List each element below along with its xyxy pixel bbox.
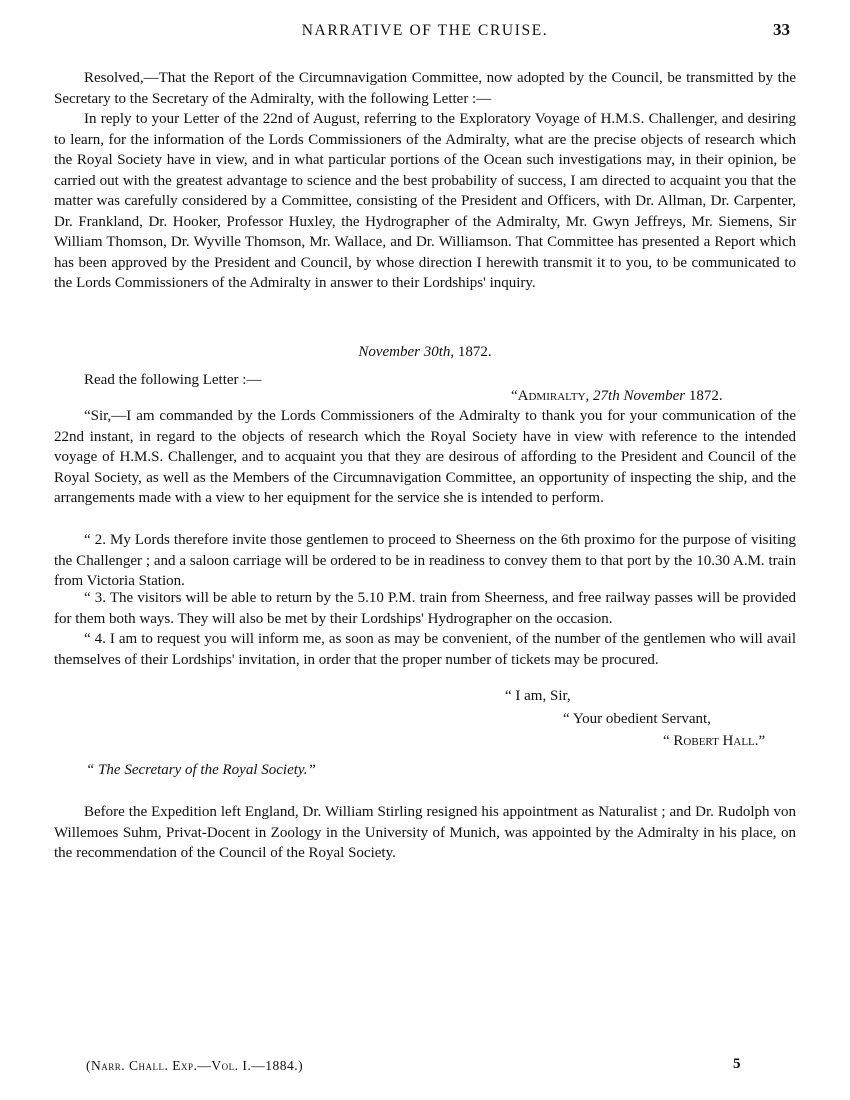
letter-paragraph-1: “Sir,—I am commanded by the Lords Commissioners of the Admiralty to thank you for your communication of the 22nd instant, in regard to the objects of research which the Royal Society have in view with reference to the intended voyage of H.M.S. Challenger, and to acquaint you that they are desirous of affording to the President and Council of the Royal Society, as well as the Members of the Circumnavigation Committee, an opportunity of inspecting the ship, and the arrangements made with a view to her equipment for the service she is intended to perform. xyxy=(54,408,796,506)
resolved-paragraph: Resolved,—That the Report of the Circumnavigation Committee, now adopted by the Council, be transmitted by the Secretary to the Secretary of the Admiralty, with the following Letter :— xyxy=(54,70,796,107)
letter-addressee xyxy=(86,762,316,779)
date-heading-month: November 30th xyxy=(358,344,451,360)
page-number: 33 xyxy=(773,20,790,39)
letter-paragraph-2: “ 2. My Lords therefore invite those gentlemen to proceed to Sheerness on the 6th proximo for the purpose of visiting the Challenger ; and a saloon carriage will be ordered to be in readiness to convey them to that port by the 10.30 A.M. train from Victoria Station. xyxy=(54,532,796,589)
signature-mark: 5 xyxy=(733,1056,741,1072)
letter-origin: “Admiralty, xyxy=(511,388,590,404)
letter-paragraph-4: “ 4. I am to request you will inform me, as soon as may be convenient, of the number of the gentlemen who will avail themselves of their Lordships' invitation, in order that the proper number of tickets may be procured. xyxy=(54,631,796,668)
letter-date: 27th November xyxy=(593,388,686,404)
reply-letter-paragraph: In reply to your Letter of the 22nd of August, referring to the Exploratory Voyage of H.M.S. Challenger, and desiring to learn, for the information of the Lords Commissioners of the Admiralty, what are the precise objects of research which the Royal Society have in view, and in what particular portions of the Ocean such investigations may, in their opinion, be carried out with the greatest advantage to science and the best probability of success, I am directed to acquaint you that the matter was carefully considered by a Committee, consisting of the President and Officers, with Dr. Allman, Dr. Carpenter, Dr. Frankland, Dr. Hooker, Professor Huxley, the Hydrographer of the Admiralty, Mr. Gwyn Jeffreys, Mr. Siemens, Sir William Thomson, Dr. Wyville Thomson, Mr. Wallace, and Dr. Williamson. That Committee has presented a Report which has been approved by the President and Council, by whose direction I herewith transmit it to you, to be communicated to the Lords Commissioners of the Admiralty in answer to their Lordships' inquiry. xyxy=(54,111,796,291)
letter-address-date xyxy=(511,388,723,405)
footer-citation: (Narr. Chall. Exp.—Vol. I.—1884.) xyxy=(86,1058,304,1073)
running-header: NARRATIVE OF THE CRUISE. xyxy=(301,22,549,39)
letter-closing-2: “ Your obedient Servant, xyxy=(563,711,711,727)
read-letter-line: Read the following Letter :— xyxy=(84,372,262,388)
final-paragraph: Before the Expedition left England, Dr. William Stirling resigned his appointment as Naturalist ; and Dr. Rudolph von Willemoes Suhm, Privat-Docent in Zoology in the University of Munich, was appointed by the Admiralty in his place, on the recommendation of the Council of the Royal Society. xyxy=(54,804,796,861)
letter-year: 1872. xyxy=(688,388,723,404)
letter-addressee-text: “ The Secretary of the Royal Society.” xyxy=(86,762,316,778)
letter-paragraph-3: “ 3. The visitors will be able to return by the 5.10 P.M. train from Sheerness, and free railway passes will be provided for them both ways. They will also be met by their Lordships' Hydrographer on the occasion. xyxy=(54,590,796,627)
date-heading-year: , 1872. xyxy=(450,344,492,360)
letter-closing-1: “ I am, Sir, xyxy=(505,688,571,704)
date-heading xyxy=(0,344,850,361)
letter-signature: “ Robert Hall.” xyxy=(663,733,766,749)
